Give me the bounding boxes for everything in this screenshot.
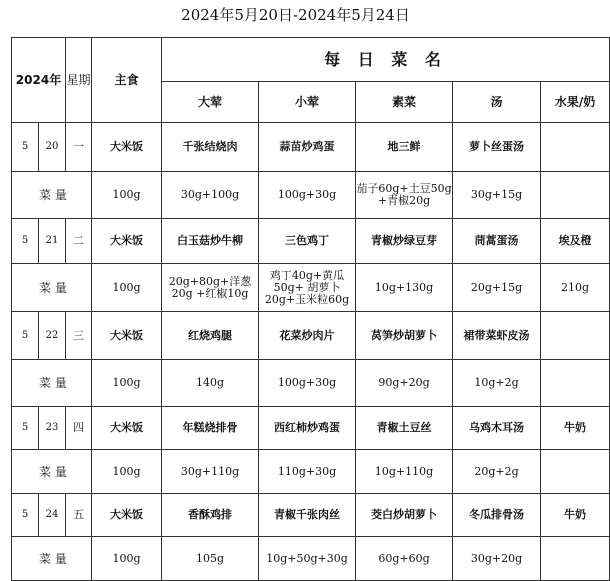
weekday-cell: 一	[66, 123, 92, 172]
small-meat-cell: 三色鸡丁	[259, 219, 356, 264]
vegetable-cell: 青椒土豆丝	[356, 407, 453, 450]
weekday-header: 星期	[66, 38, 92, 123]
quantity-row	[12, 450, 610, 494]
staple-qty: 100g	[92, 172, 162, 219]
soup-qty: 30g+15g	[453, 172, 541, 219]
small-meat-cell: 青椒千张肉丝	[259, 494, 356, 537]
big-meat-cell: 年糕烧排骨	[162, 407, 259, 450]
small-meat-qty: 鸡丁40g+黄瓜50g+ 胡萝卜20g+玉米粒60g	[259, 264, 356, 312]
small-meat-qty: 100g+30g	[259, 172, 356, 219]
fruit-cell: 牛奶	[541, 407, 610, 450]
staple-cell: 大米饭	[92, 407, 162, 450]
vegetable-header: 素菜	[356, 82, 453, 123]
quantity-row	[12, 264, 610, 312]
soup-header: 汤	[453, 82, 541, 123]
vegetable-cell: 莴笋炒胡萝卜	[356, 312, 453, 360]
vegetable-qty: 茄子60g+土豆50g +青椒20g	[356, 172, 453, 219]
small-meat-qty: 10g+50g+30g	[259, 537, 356, 581]
day-row	[12, 407, 610, 450]
soup-cell: 冬瓜排骨汤	[453, 494, 541, 537]
staple-cell: 大米饭	[92, 123, 162, 172]
quantity-label: 菜 量	[12, 450, 92, 494]
staple-header: 主食	[92, 38, 162, 123]
big-meat-cell: 红烧鸡腿	[162, 312, 259, 360]
day-cell: 21	[39, 219, 66, 264]
page-title: 2024年5月20日-2024年5月24日	[181, 6, 410, 24]
fruit-qty	[541, 450, 610, 494]
weekday-cell: 五	[66, 494, 92, 537]
big-meat-qty: 30g+100g	[162, 172, 259, 219]
fruit-cell	[541, 123, 610, 172]
small-meat-qty: 110g+30g	[259, 450, 356, 494]
big-meat-qty: 30g+110g	[162, 450, 259, 494]
soup-qty: 30g+20g	[453, 537, 541, 581]
day-row	[12, 312, 610, 360]
soup-qty: 10g+2g	[453, 360, 541, 407]
fruit-milk-header: 水果/奶	[541, 82, 610, 123]
header-row-1	[12, 38, 610, 82]
daily-menu-header: 每 日 菜 名	[162, 38, 610, 82]
soup-qty: 20g+2g	[453, 450, 541, 494]
quantity-row	[12, 172, 610, 219]
big-meat-qty: 20g+80g+洋葱20g +红椒10g	[162, 264, 259, 312]
month-cell: 5	[12, 407, 39, 450]
big-meat-cell: 香酥鸡排	[162, 494, 259, 537]
day-cell: 24	[39, 494, 66, 537]
vegetable-cell: 青椒炒绿豆芽	[356, 219, 453, 264]
weekday-cell: 三	[66, 312, 92, 360]
fruit-qty: 210g	[541, 264, 610, 312]
fruit-qty	[541, 537, 610, 581]
menu-table	[11, 37, 610, 581]
vegetable-qty: 90g+20g	[356, 360, 453, 407]
vegetable-cell: 地三鲜	[356, 123, 453, 172]
small-meat-cell: 西红柿炒鸡蛋	[259, 407, 356, 450]
quantity-row	[12, 537, 610, 581]
quantity-label: 菜 量	[12, 360, 92, 407]
big-meat-cell: 千张结烧肉	[162, 123, 259, 172]
staple-cell: 大米饭	[92, 219, 162, 264]
day-row	[12, 494, 610, 537]
month-cell: 5	[12, 123, 39, 172]
quantity-label: 菜 量	[12, 264, 92, 312]
fruit-qty	[541, 360, 610, 407]
staple-qty: 100g	[92, 360, 162, 407]
fruit-cell: 牛奶	[541, 494, 610, 537]
small-meat-header: 小荤	[259, 82, 356, 123]
big-meat-qty: 140g	[162, 360, 259, 407]
weekday-cell: 四	[66, 407, 92, 450]
fruit-cell	[541, 312, 610, 360]
quantity-label: 菜 量	[12, 537, 92, 581]
year-header: 2024年	[12, 38, 66, 123]
staple-qty: 100g	[92, 450, 162, 494]
staple-cell: 大米饭	[92, 494, 162, 537]
small-meat-cell: 蒜苗炒鸡蛋	[259, 123, 356, 172]
day-row	[12, 219, 610, 264]
month-cell: 5	[12, 494, 39, 537]
soup-cell: 茼蒿蛋汤	[453, 219, 541, 264]
vegetable-qty: 60g+60g	[356, 537, 453, 581]
big-meat-header: 大荤	[162, 82, 259, 123]
vegetable-cell: 茭白炒胡萝卜	[356, 494, 453, 537]
day-cell: 23	[39, 407, 66, 450]
fruit-cell: 埃及橙	[541, 219, 610, 264]
day-row	[12, 123, 610, 172]
weekday-cell: 二	[66, 219, 92, 264]
vegetable-qty: 10g+110g	[356, 450, 453, 494]
staple-cell: 大米饭	[92, 312, 162, 360]
small-meat-cell: 花菜炒肉片	[259, 312, 356, 360]
soup-cell: 萝卜丝蛋汤	[453, 123, 541, 172]
small-meat-qty: 100g+30g	[259, 360, 356, 407]
big-meat-cell: 白玉菇炒牛柳	[162, 219, 259, 264]
quantity-row	[12, 360, 610, 407]
soup-cell: 乌鸡木耳汤	[453, 407, 541, 450]
day-cell: 22	[39, 312, 66, 360]
soup-cell: 裙带菜虾皮汤	[453, 312, 541, 360]
quantity-label: 菜 量	[12, 172, 92, 219]
day-cell: 20	[39, 123, 66, 172]
big-meat-qty: 105g	[162, 537, 259, 581]
month-cell: 5	[12, 219, 39, 264]
staple-qty: 100g	[92, 537, 162, 581]
vegetable-qty: 10g+130g	[356, 264, 453, 312]
soup-qty: 20g+15g	[453, 264, 541, 312]
fruit-qty	[541, 172, 610, 219]
staple-qty: 100g	[92, 264, 162, 312]
month-cell: 5	[12, 312, 39, 360]
